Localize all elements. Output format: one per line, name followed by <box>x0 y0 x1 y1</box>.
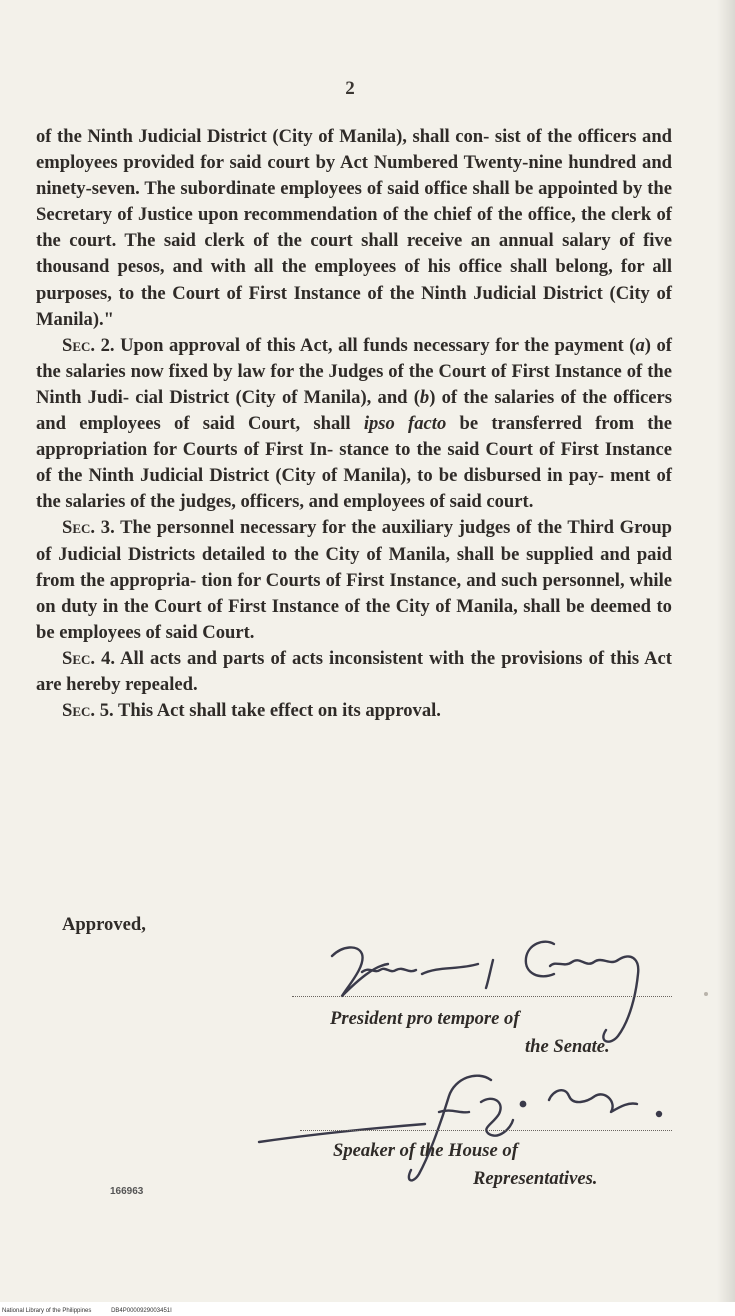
text-line: ment of the salaries of the judges, officers, and employees <box>36 465 672 513</box>
text-line: 2. Upon approval of this Act, all funds necessary <box>95 334 490 356</box>
section-label: Sec. <box>62 517 96 539</box>
text-line: by the Secretary of Justice upon recommendation of the <box>36 178 673 226</box>
text-line: the Judges of the Court of First Instance of the Ninth Judi- <box>36 360 673 408</box>
text-line: of the Ninth Judicial District (City of Manila), shall con- <box>36 126 490 147</box>
section-label: Sec. <box>62 647 96 669</box>
text-italic: b <box>419 386 430 408</box>
section-3 <box>36 515 672 645</box>
text-line: officers and employees of said Court, shall <box>36 386 672 435</box>
text-line: by Act Numbered Twenty-nine hundred and ninety-seven. <box>36 152 672 200</box>
text-line: cial District (City of Manila), and ( <box>135 386 420 408</box>
footer-document-id: DB4P0000929003451I <box>111 1308 172 1314</box>
scan-shadow-edge <box>717 0 735 1316</box>
text-line: for the payment ( <box>495 334 636 356</box>
text-line: 3. The personnel necessary for the auxiliary judges <box>95 517 511 539</box>
footer-label <box>2 1308 190 1314</box>
text-line: stance to the said Court of First Instance of the Ninth <box>36 439 672 487</box>
text-line: shall be deemed to be employees of said Court. <box>36 595 672 643</box>
house-title-line-1: Speaker of the House of <box>333 1140 518 1161</box>
footer-strip <box>0 1302 735 1316</box>
section-label: Sec. <box>62 700 96 722</box>
text-line: 5. This Act shall take effect on its approval. <box>95 700 441 722</box>
text-line: tion for Courts of First Instance, and such personnel, while <box>201 569 673 591</box>
text-line: sist of the officers and employees provided for said court <box>36 126 672 174</box>
footer-library: National Library of the Philippines <box>2 1308 92 1314</box>
text-line: pesos, and with all the employees of his office shall belong, <box>117 256 613 278</box>
text-line: ) of the salaries now fixed by law for <box>36 334 672 382</box>
senate-president-signature <box>318 930 668 1050</box>
text-line: for all purposes, to the Court of First Instance of the Ninth <box>36 256 673 304</box>
section-label: Sec. <box>62 334 96 356</box>
approved-label: Approved, <box>62 914 146 935</box>
house-title-line-2: Representatives. <box>473 1168 598 1189</box>
text-line: transferred from the appropriation for Courts of First In- <box>36 413 672 461</box>
section-4 <box>36 646 672 698</box>
page-number: 2 <box>345 78 355 99</box>
signature-line <box>300 1130 672 1131</box>
text-line: ) of the salaries of the <box>429 386 607 408</box>
text-line: of Manila, shall be supplied and paid from the appropria- <box>36 543 672 591</box>
continuation-paragraph <box>36 124 672 333</box>
text-italic: ipso facto <box>363 413 447 435</box>
text-line: chief of the office, the clerk of the court. The said clerk <box>36 204 672 252</box>
text-line: Judicial District (City of Manila), to be disbursed in pay- <box>140 465 604 487</box>
text-line: on duty in the Court of First Instance of the City of Manila, <box>36 595 518 617</box>
text-line: 4. All acts and parts of acts inconsistent with the <box>95 647 496 669</box>
act-body-text <box>36 124 672 724</box>
senate-title-line-1: President pro tempore of <box>330 1008 520 1029</box>
text-line: be <box>446 413 479 435</box>
text-line: of the court shall receive an annual salary of five thousand <box>36 230 673 278</box>
text-italic: a <box>635 334 645 356</box>
text-line: provisions of this Act are hereby repealed. <box>36 647 672 695</box>
text-line: of the Third Group of Judicial Districts detailed to the City <box>36 517 672 565</box>
text-line: Judicial District (City of Manila)." <box>36 282 672 330</box>
signature-line <box>292 996 672 997</box>
house-speaker-signature <box>255 1062 685 1192</box>
scan-speck <box>704 992 708 996</box>
text-line: The subordinate employees of said office shall be appointed <box>144 178 618 200</box>
section-2 <box>36 333 672 516</box>
print-code: 166963 <box>110 1186 144 1197</box>
section-5 <box>36 698 672 724</box>
senate-title-line-2: the Senate. <box>525 1036 610 1057</box>
text-line: of said court. <box>429 491 534 513</box>
